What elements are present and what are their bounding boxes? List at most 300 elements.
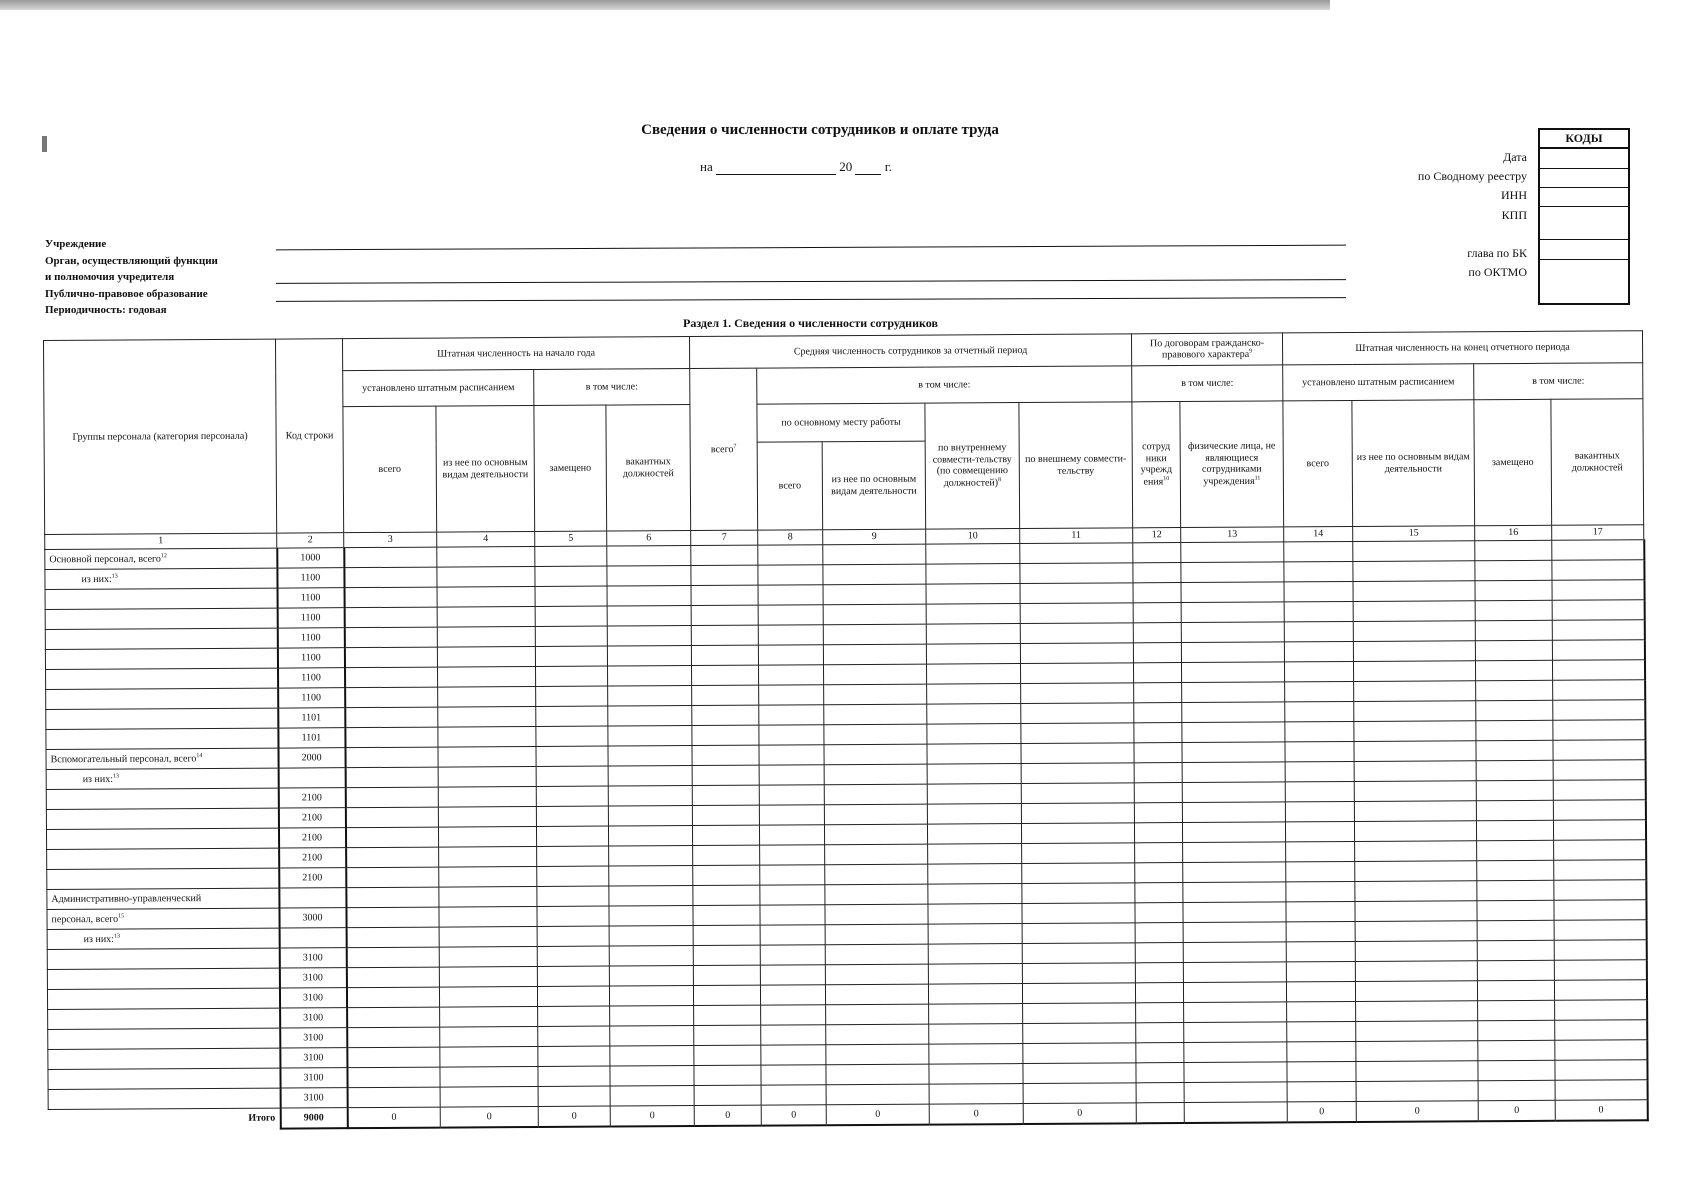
value-cell[interactable] [1476, 760, 1553, 780]
value-cell[interactable] [1553, 680, 1645, 701]
value-cell[interactable] [345, 707, 438, 728]
value-cell[interactable] [345, 727, 438, 748]
value-cell[interactable] [761, 1005, 826, 1025]
value-cell[interactable] [346, 947, 439, 968]
value-cell[interactable] [1022, 943, 1135, 964]
value-cell[interactable] [926, 624, 1020, 645]
value-cell[interactable] [1284, 602, 1353, 622]
value-cell[interactable] [1133, 643, 1181, 663]
value-cell[interactable] [1183, 882, 1286, 903]
value-cell[interactable] [1023, 1023, 1136, 1044]
founder-line[interactable] [276, 279, 1346, 284]
value-cell[interactable] [926, 664, 1020, 685]
value-cell[interactable] [760, 845, 825, 865]
value-cell[interactable] [607, 566, 691, 587]
value-cell[interactable] [1181, 582, 1284, 603]
value-cell[interactable] [439, 946, 537, 967]
value-cell[interactable] [1286, 841, 1355, 861]
value-cell[interactable] [825, 944, 928, 965]
value-cell[interactable] [692, 685, 759, 705]
value-cell[interactable] [1552, 640, 1644, 661]
value-cell[interactable] [825, 904, 928, 925]
value-cell[interactable] [440, 1046, 538, 1067]
value-cell[interactable] [760, 905, 825, 925]
value-cell[interactable] [1020, 663, 1133, 684]
value-cell[interactable] [536, 666, 608, 686]
value-cell[interactable] [1554, 940, 1646, 961]
value-cell[interactable] [1355, 921, 1477, 942]
value-cell[interactable] [758, 565, 823, 585]
value-cell[interactable] [693, 865, 760, 885]
value-cell[interactable] [1356, 1081, 1478, 1102]
value-cell[interactable] [610, 1066, 694, 1087]
value-cell[interactable] [1023, 1063, 1136, 1084]
value-cell[interactable] [1286, 881, 1355, 901]
value-cell[interactable] [1022, 883, 1135, 904]
value-cell[interactable] [537, 906, 609, 926]
value-cell[interactable] [438, 686, 536, 707]
value-cell[interactable] [537, 946, 609, 966]
value-cell[interactable] [1477, 840, 1554, 860]
value-cell[interactable] [692, 745, 759, 765]
value-cell[interactable] [691, 545, 758, 565]
value-cell[interactable] [344, 587, 437, 608]
value-cell[interactable] [1554, 880, 1646, 901]
value-cell[interactable] [535, 646, 607, 666]
value-cell[interactable] [825, 844, 928, 865]
value-cell[interactable] [1356, 1061, 1478, 1082]
value-cell[interactable] [1135, 863, 1183, 883]
total-value[interactable]: 0 [610, 1106, 694, 1127]
value-cell[interactable] [609, 946, 693, 967]
value-cell[interactable] [760, 965, 825, 985]
value-cell[interactable] [761, 1045, 826, 1065]
value-cell[interactable] [345, 787, 438, 808]
value-cell[interactable] [1286, 961, 1355, 981]
value-cell[interactable] [691, 625, 758, 645]
value-cell[interactable] [608, 786, 692, 807]
value-cell[interactable] [928, 884, 1022, 905]
value-cell[interactable] [538, 1006, 610, 1026]
value-cell[interactable] [438, 726, 536, 747]
value-cell[interactable] [537, 846, 609, 866]
value-cell[interactable] [929, 1084, 1023, 1105]
value-cell[interactable] [825, 884, 928, 905]
value-cell[interactable] [759, 685, 824, 705]
value-cell[interactable] [928, 844, 1022, 865]
value-cell[interactable] [761, 1085, 826, 1105]
value-cell[interactable] [1552, 660, 1644, 681]
value-cell[interactable] [1554, 840, 1646, 861]
value-cell[interactable] [1135, 963, 1183, 983]
value-cell[interactable] [824, 684, 927, 705]
value-cell[interactable] [926, 604, 1020, 625]
value-cell[interactable] [1477, 920, 1554, 940]
value-cell[interactable] [824, 824, 927, 845]
value-cell[interactable] [346, 887, 439, 908]
value-cell[interactable] [437, 546, 535, 567]
value-cell[interactable] [1181, 662, 1284, 683]
value-cell[interactable] [1022, 983, 1135, 1004]
value-cell[interactable] [928, 944, 1022, 965]
value-cell[interactable] [1022, 923, 1135, 944]
value-cell[interactable] [1553, 720, 1645, 741]
value-cell[interactable] [825, 924, 928, 945]
value-cell[interactable] [1023, 1003, 1136, 1024]
value-cell[interactable] [1182, 742, 1285, 763]
value-cell[interactable] [1552, 540, 1644, 561]
value-cell[interactable] [928, 964, 1022, 985]
value-cell[interactable] [610, 1046, 694, 1067]
value-cell[interactable] [537, 926, 609, 946]
total-value[interactable]: 0 [761, 1105, 826, 1126]
total-value[interactable]: 0 [538, 1106, 610, 1127]
value-cell[interactable] [1183, 962, 1286, 983]
value-cell[interactable] [346, 927, 439, 948]
value-cell[interactable] [758, 625, 823, 645]
value-cell[interactable] [1354, 801, 1476, 822]
value-cell[interactable] [347, 1067, 440, 1088]
value-cell[interactable] [346, 867, 439, 888]
value-cell[interactable] [693, 925, 760, 945]
value-cell[interactable] [1353, 541, 1475, 562]
value-cell[interactable] [345, 667, 438, 688]
value-cell[interactable] [826, 1084, 929, 1105]
value-cell[interactable] [344, 607, 437, 628]
value-cell[interactable] [758, 665, 823, 685]
value-cell[interactable] [1554, 980, 1646, 1001]
value-cell[interactable] [823, 644, 926, 665]
value-cell[interactable] [1182, 822, 1285, 843]
value-cell[interactable] [608, 766, 692, 787]
value-cell[interactable] [1285, 761, 1354, 781]
value-cell[interactable] [1136, 1023, 1184, 1043]
total-value[interactable]: 0 [694, 1105, 761, 1126]
value-cell[interactable] [694, 1045, 761, 1065]
value-cell[interactable] [1020, 603, 1133, 624]
value-cell[interactable] [536, 786, 608, 806]
value-cell[interactable] [1134, 723, 1182, 743]
value-cell[interactable] [608, 666, 692, 687]
value-cell[interactable] [345, 807, 438, 828]
value-cell[interactable] [1353, 601, 1475, 622]
value-cell[interactable] [823, 604, 926, 625]
value-cell[interactable] [1555, 1060, 1647, 1081]
value-cell[interactable] [691, 645, 758, 665]
value-cell[interactable] [536, 746, 608, 766]
value-cell[interactable] [693, 945, 760, 965]
value-cell[interactable] [929, 1064, 1023, 1085]
value-cell[interactable] [1476, 700, 1553, 720]
value-cell[interactable] [758, 545, 823, 565]
value-cell[interactable] [1184, 1062, 1287, 1083]
value-cell[interactable] [692, 825, 759, 845]
value-cell[interactable] [1475, 660, 1552, 680]
code-cell-inn[interactable] [1540, 188, 1628, 207]
value-cell[interactable] [536, 686, 608, 706]
value-cell[interactable] [438, 706, 536, 727]
value-cell[interactable] [691, 565, 758, 585]
value-cell[interactable] [608, 726, 692, 747]
value-cell[interactable] [823, 664, 926, 685]
value-cell[interactable] [1477, 960, 1554, 980]
value-cell[interactable] [438, 826, 536, 847]
value-cell[interactable] [1181, 642, 1284, 663]
value-cell[interactable] [1020, 643, 1133, 664]
value-cell[interactable] [824, 764, 927, 785]
value-cell[interactable] [1133, 603, 1181, 623]
value-cell[interactable] [1023, 1043, 1136, 1064]
value-cell[interactable] [438, 766, 536, 787]
value-cell[interactable] [1475, 580, 1552, 600]
value-cell[interactable] [1133, 583, 1181, 603]
value-cell[interactable] [1021, 763, 1134, 784]
value-cell[interactable] [1478, 1080, 1555, 1100]
value-cell[interactable] [1134, 703, 1182, 723]
value-cell[interactable] [1284, 582, 1353, 602]
value-cell[interactable] [346, 987, 439, 1008]
value-cell[interactable] [759, 825, 824, 845]
value-cell[interactable] [926, 644, 1020, 665]
value-cell[interactable] [929, 1004, 1023, 1025]
value-cell[interactable] [1353, 621, 1475, 642]
value-cell[interactable] [437, 646, 535, 667]
value-cell[interactable] [1476, 720, 1553, 740]
value-cell[interactable] [609, 906, 693, 927]
value-cell[interactable] [536, 766, 608, 786]
value-cell[interactable] [694, 1065, 761, 1085]
value-cell[interactable] [535, 566, 607, 586]
value-cell[interactable] [607, 586, 691, 607]
value-cell[interactable] [439, 846, 537, 867]
value-cell[interactable] [610, 1086, 694, 1107]
value-cell[interactable] [691, 605, 758, 625]
value-cell[interactable] [1020, 583, 1133, 604]
value-cell[interactable] [1553, 740, 1645, 761]
value-cell[interactable] [692, 665, 759, 685]
value-cell[interactable] [1285, 741, 1354, 761]
value-cell[interactable] [758, 645, 823, 665]
value-cell[interactable] [535, 546, 607, 566]
value-cell[interactable] [607, 606, 691, 627]
value-cell[interactable] [1478, 1020, 1555, 1040]
value-cell[interactable] [1182, 722, 1285, 743]
value-cell[interactable] [610, 1026, 694, 1047]
value-cell[interactable] [1184, 1082, 1287, 1103]
value-cell[interactable] [824, 704, 927, 725]
value-cell[interactable] [439, 906, 537, 927]
value-cell[interactable] [823, 544, 926, 565]
value-cell[interactable] [609, 966, 693, 987]
value-cell[interactable] [1355, 901, 1477, 922]
value-cell[interactable] [758, 585, 823, 605]
value-cell[interactable] [538, 1046, 610, 1066]
value-cell[interactable] [1134, 823, 1182, 843]
value-cell[interactable] [1285, 781, 1354, 801]
value-cell[interactable] [761, 1025, 826, 1045]
value-cell[interactable] [537, 886, 609, 906]
value-cell[interactable] [824, 784, 927, 805]
value-cell[interactable] [1284, 562, 1353, 582]
value-cell[interactable] [929, 1044, 1023, 1065]
value-cell[interactable] [609, 986, 693, 1007]
value-cell[interactable] [692, 765, 759, 785]
value-cell[interactable] [760, 885, 825, 905]
value-cell[interactable] [345, 827, 438, 848]
value-cell[interactable] [346, 847, 439, 868]
value-cell[interactable] [538, 1026, 610, 1046]
value-cell[interactable] [926, 544, 1020, 565]
total-value[interactable]: 0 [440, 1106, 538, 1127]
value-cell[interactable] [344, 547, 437, 568]
value-cell[interactable] [345, 767, 438, 788]
value-cell[interactable] [608, 826, 692, 847]
value-cell[interactable] [1355, 861, 1477, 882]
value-cell[interactable] [607, 646, 691, 667]
value-cell[interactable] [759, 785, 824, 805]
value-cell[interactable] [1022, 863, 1135, 884]
value-cell[interactable] [760, 865, 825, 885]
value-cell[interactable] [1354, 701, 1476, 722]
value-cell[interactable] [823, 584, 926, 605]
value-cell[interactable] [692, 725, 759, 745]
value-cell[interactable] [1475, 540, 1552, 560]
value-cell[interactable] [1475, 640, 1552, 660]
value-cell[interactable] [1182, 802, 1285, 823]
value-cell[interactable] [1286, 941, 1355, 961]
value-cell[interactable] [1284, 622, 1353, 642]
value-cell[interactable] [438, 786, 536, 807]
value-cell[interactable] [1136, 1063, 1184, 1083]
value-cell[interactable] [825, 964, 928, 985]
value-cell[interactable] [440, 1006, 538, 1027]
value-cell[interactable] [1183, 902, 1286, 923]
value-cell[interactable] [1554, 920, 1646, 941]
value-cell[interactable] [927, 684, 1021, 705]
value-cell[interactable] [438, 746, 536, 767]
value-cell[interactable] [824, 724, 927, 745]
value-cell[interactable] [1286, 861, 1355, 881]
value-cell[interactable] [1183, 862, 1286, 883]
value-cell[interactable] [1476, 740, 1553, 760]
value-cell[interactable] [1475, 560, 1552, 580]
value-cell[interactable] [1553, 700, 1645, 721]
total-value[interactable]: 0 [1287, 1101, 1356, 1122]
value-cell[interactable] [1354, 821, 1476, 842]
value-cell[interactable] [693, 845, 760, 865]
value-cell[interactable] [1184, 1022, 1287, 1043]
value-cell[interactable] [536, 726, 608, 746]
value-cell[interactable] [927, 784, 1021, 805]
value-cell[interactable] [694, 1005, 761, 1025]
value-cell[interactable] [1021, 743, 1134, 764]
total-value[interactable] [1136, 1103, 1184, 1124]
value-cell[interactable] [826, 1064, 929, 1085]
value-cell[interactable] [760, 945, 825, 965]
value-cell[interactable] [437, 586, 535, 607]
value-cell[interactable] [1477, 880, 1554, 900]
value-cell[interactable] [537, 986, 609, 1006]
value-cell[interactable] [610, 1006, 694, 1027]
value-cell[interactable] [1284, 662, 1353, 682]
value-cell[interactable] [1021, 703, 1134, 724]
value-cell[interactable] [1554, 960, 1646, 981]
code-cell-date[interactable] [1540, 149, 1628, 169]
total-value[interactable]: 0 [1555, 1100, 1647, 1121]
value-cell[interactable] [1553, 800, 1645, 821]
value-cell[interactable] [1353, 641, 1475, 662]
value-cell[interactable] [1356, 1041, 1478, 1062]
value-cell[interactable] [1136, 1043, 1184, 1063]
value-cell[interactable] [1554, 900, 1646, 921]
value-cell[interactable] [1285, 821, 1354, 841]
value-cell[interactable] [1022, 843, 1135, 864]
value-cell[interactable] [1554, 860, 1646, 881]
value-cell[interactable] [1555, 1040, 1647, 1061]
value-cell[interactable] [693, 885, 760, 905]
value-cell[interactable] [926, 564, 1020, 585]
total-value[interactable] [1184, 1102, 1287, 1123]
value-cell[interactable] [1478, 1000, 1555, 1020]
value-cell[interactable] [438, 666, 536, 687]
value-cell[interactable] [439, 886, 537, 907]
value-cell[interactable] [438, 806, 536, 827]
value-cell[interactable] [825, 984, 928, 1005]
value-cell[interactable] [1133, 623, 1181, 643]
value-cell[interactable] [760, 925, 825, 945]
value-cell[interactable] [759, 705, 824, 725]
value-cell[interactable] [759, 765, 824, 785]
value-cell[interactable] [439, 966, 537, 987]
value-cell[interactable] [1476, 780, 1553, 800]
value-cell[interactable] [1552, 560, 1644, 581]
value-cell[interactable] [1553, 820, 1645, 841]
value-cell[interactable] [437, 606, 535, 627]
value-cell[interactable] [1285, 682, 1354, 702]
value-cell[interactable] [1133, 563, 1181, 583]
value-cell[interactable] [1354, 681, 1476, 702]
value-cell[interactable] [1355, 961, 1477, 982]
value-cell[interactable] [1285, 801, 1354, 821]
value-cell[interactable] [1287, 1081, 1356, 1101]
value-cell[interactable] [1181, 622, 1284, 643]
value-cell[interactable] [608, 706, 692, 727]
value-cell[interactable] [826, 1004, 929, 1025]
value-cell[interactable] [1021, 723, 1134, 744]
value-cell[interactable] [1552, 580, 1644, 601]
value-cell[interactable] [537, 866, 609, 886]
year-field[interactable] [855, 162, 881, 175]
value-cell[interactable] [1134, 803, 1182, 823]
value-cell[interactable] [1183, 942, 1286, 963]
value-cell[interactable] [535, 626, 607, 646]
value-cell[interactable] [1184, 1002, 1287, 1023]
value-cell[interactable] [608, 746, 692, 767]
value-cell[interactable] [1285, 702, 1354, 722]
value-cell[interactable] [607, 546, 691, 567]
value-cell[interactable] [1478, 1040, 1555, 1060]
value-cell[interactable] [1355, 841, 1477, 862]
value-cell[interactable] [344, 647, 437, 668]
value-cell[interactable] [1353, 581, 1475, 602]
value-cell[interactable] [347, 1027, 440, 1048]
value-cell[interactable] [347, 1047, 440, 1068]
value-cell[interactable] [694, 1025, 761, 1045]
value-cell[interactable] [1182, 702, 1285, 723]
value-cell[interactable] [1478, 1060, 1555, 1080]
code-cell-registry[interactable] [1540, 169, 1628, 188]
value-cell[interactable] [536, 826, 608, 846]
